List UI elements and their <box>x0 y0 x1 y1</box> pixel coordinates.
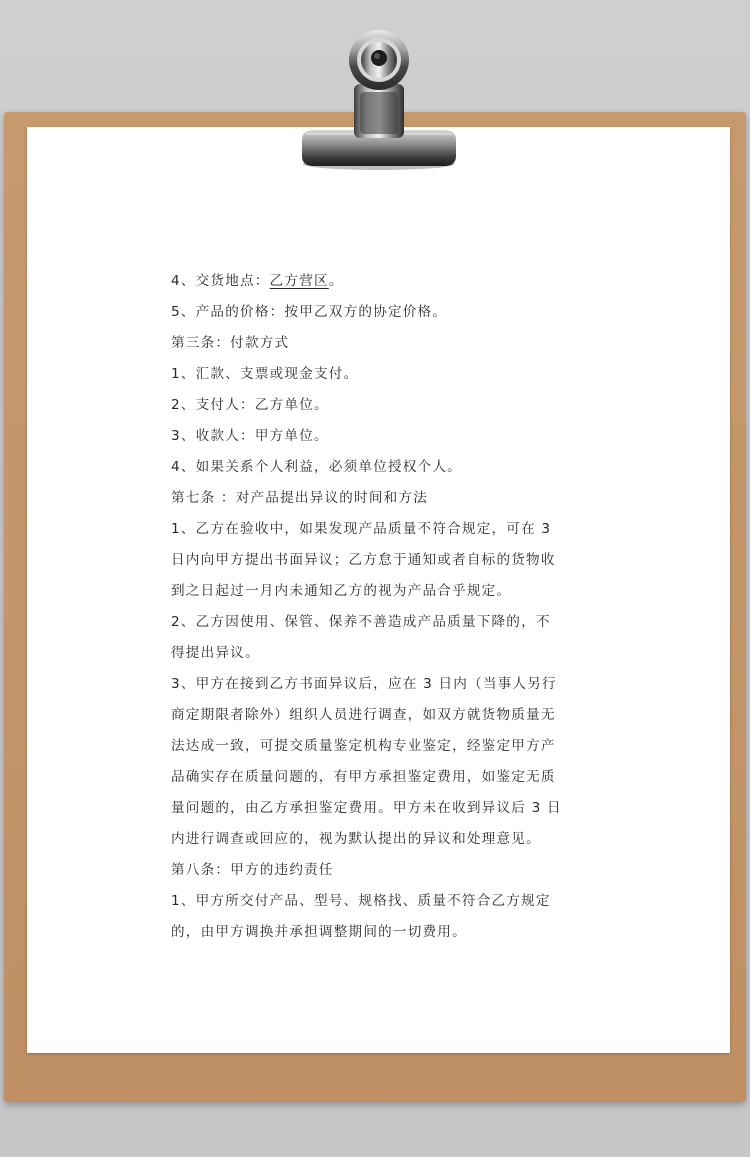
payee-line: 3、收款人：甲方单位。 <box>171 428 329 444</box>
text-line: 1、甲方所交付产品、型号、规格找、质量不符合乙方规定 <box>171 893 551 909</box>
article-8-heading: 第八条：甲方的违约责任 <box>171 862 334 878</box>
delivery-location-label: 4、交货地点： <box>171 273 270 289</box>
text-line: 内进行调查或回应的，视为默认提出的异议和处理意见。 <box>171 831 541 847</box>
text-line: 得提出异议。 <box>171 645 260 661</box>
text-line: 商定期限者除外）组织人员进行调查，如双方就货物质量无 <box>171 707 556 723</box>
text-line: 2、乙方因使用、保管、保养不善造成产品质量下降的，不 <box>171 614 551 630</box>
delivery-location-suffix: 。 <box>328 273 344 289</box>
text-line: 日内向甲方提出书面异议；乙方怠于通知或者自标的货物收 <box>171 552 556 568</box>
text-line: 到之日起过一月内未通知乙方的视为产品合乎规定。 <box>171 583 512 599</box>
text-line: 的，由甲方调换并承担调整期间的一切费用。 <box>171 924 467 940</box>
text-line: 量问题的，由乙方承担鉴定费用。甲方未在收到异议后 3 日 <box>171 800 562 816</box>
article-3-heading: 第三条：付款方式 <box>171 335 290 351</box>
text-line: 品确实存在质量问题的，有甲方承担鉴定费用，如鉴定无质 <box>171 769 556 785</box>
text-line: 1、乙方在验收中，如果发现产品质量不符合规定，可在 3 <box>171 521 552 537</box>
text-line: 3、甲方在接到乙方书面异议后，应在 3 日内（当事人另行 <box>171 676 557 692</box>
delivery-location-value: 乙方营区 <box>269 273 329 289</box>
delivery-location-line <box>171 266 581 297</box>
price-line: 5、产品的价格：按甲乙双方的协定价格。 <box>171 304 448 320</box>
text-line: 法达成一致，可提交质量鉴定机构专业鉴定，经鉴定甲方产 <box>171 738 556 754</box>
payer-line: 2、支付人：乙方单位。 <box>171 397 329 413</box>
authorization-line: 4、如果关系个人利益，必须单位授权个人。 <box>171 459 462 475</box>
binder-clip-icon <box>296 22 462 172</box>
article-7-heading: 第七条 ：对产品提出异议的时间和方法 <box>171 490 429 506</box>
payment-method-line: 1、汇款、支票或现金支付。 <box>171 366 359 382</box>
document-body <box>171 266 581 948</box>
